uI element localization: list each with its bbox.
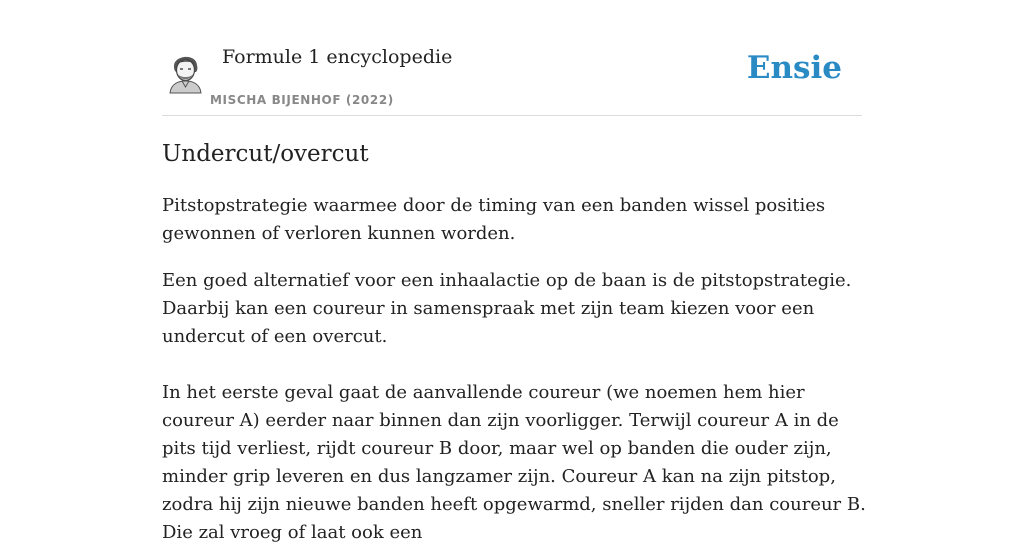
entry-paragraph: In het eerste geval gaat de aanvallende coureur (we noemen hem hier coureur A) eerder naar binnen dan zijn voorligger. Terwijl coureur A in de pits tijd verliest, rijdt coureur B door, maar wel op banden die ouder zijn, minder grip leveren en dus langzamer zijn. Coureur A kan na zijn pitstop, zodra hij zijn nieuwe banden heeft opgewarmd, sneller rijden dan coureur B. Die zal vroeg of laat ook een [162,382,866,543]
author-portrait-icon [166,48,206,94]
article [162,138,867,547]
book-title[interactable]: Formule 1 encyclopedie [222,46,453,68]
entry-paragraph: Een goed alternatief voor een inhaalactie op de baan is de pitstopstrategie. Daarbij kan een coureur in samenspraak met zijn team kiezen voor een undercut of een overcut. [162,270,852,347]
ensie-logo-link[interactable]: Ensie [746,50,842,86]
encyclopedia-header [162,40,862,116]
entry-title: Undercut/overcut [162,141,369,167]
author-credit: MISCHA BIJENHOF (2022) [210,93,394,107]
entry-definition: Pitstopstrategie waarmee door de timing van een banden wissel posities gewonnen of verloren kunnen worden. [162,195,826,244]
